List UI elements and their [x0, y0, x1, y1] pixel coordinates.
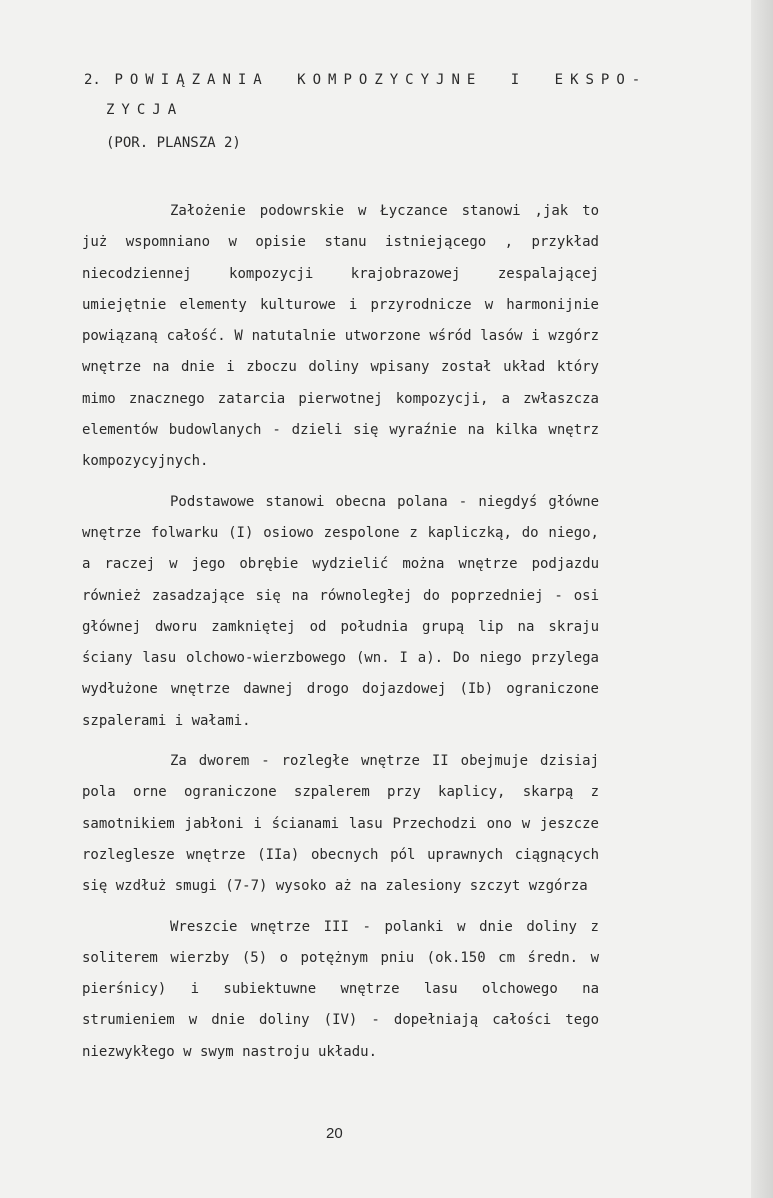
heading-word: KOMPOZYCYJNE	[297, 72, 483, 88]
heading-line-1	[84, 72, 667, 88]
heading-line-2: ZYCJA	[106, 102, 184, 118]
page-number: 20	[326, 1125, 343, 1142]
paragraph: Za dworem - rozległe wnętrze II obejmuje dzisiaj pola orne ograniczone szpalerem przy kaplicy, skarpą z samotnikiem jabłoni i ścianami lasu Przechodzi ono w jeszcze rozleglesze wnętrze (IIa) obecnych pól uprawnych ciągnących się wzdłuż smugi (7-7) wysoko aż na zalesiony szczyt wzgórza	[82, 753, 599, 895]
paragraph: Wreszcie wnętrze III - polanki w dnie doliny z soliterem wierzby (5) o potężnym pniu (ok.150 cm średn. w pierśnicy) i subiektuwne wnętrze lasu olchowego na strumieniem w dnie doliny (IV) - dopełniają całości tego niezwykłego w swym nastroju układu.	[82, 918, 599, 1060]
heading-word: POWIĄZANIA	[114, 72, 269, 88]
section-number: 2.	[84, 72, 101, 88]
heading-word: I	[510, 72, 527, 88]
body-text	[82, 196, 599, 1068]
paragraph: Podstawowe stanowi obecna polana - niegdyś główne wnętrze folwarku (I) osiowo zespolone z kapliczką, do niego, a raczej w jego obrębie wydzielić można wnętrze podjazdu również zasadzające się na równoległej do poprzedniej - osi głównej dworu zamkniętej od południa grupą lip na skraju ściany lasu olchowo-wierzbowego (wn. I a). Do niego przylega wydłużone wnętrze dawnej drogo dojazdowej (Ib) ograniczone szpalerami i wałami.	[82, 493, 599, 729]
heading-word: EKSPO-	[554, 72, 648, 88]
paragraph: Założenie podowrskie w Łyczance stanowi ,jak to już wspomniano w opisie stanu istniejącego , przykład niecodziennej kompozycji krajobrazowej zespalającej umiejętnie elementy kulturowe i przyrodnicze w harmonijnie powiązaną całość. W natutalnie utworzone wśród lasów i wzgórz wnętrze na dnie i zboczu doliny wpisany został układ który mimo znacznego zatarcia pierwotnej kompozycji, a zwłaszcza elementów budowlanych - dzieli się wyraźnie na kilka wnętrz kompozycyjnych.	[82, 203, 599, 470]
page-edge-shadow	[751, 0, 773, 1198]
heading-reference: (POR. PLANSZA 2)	[106, 135, 241, 151]
